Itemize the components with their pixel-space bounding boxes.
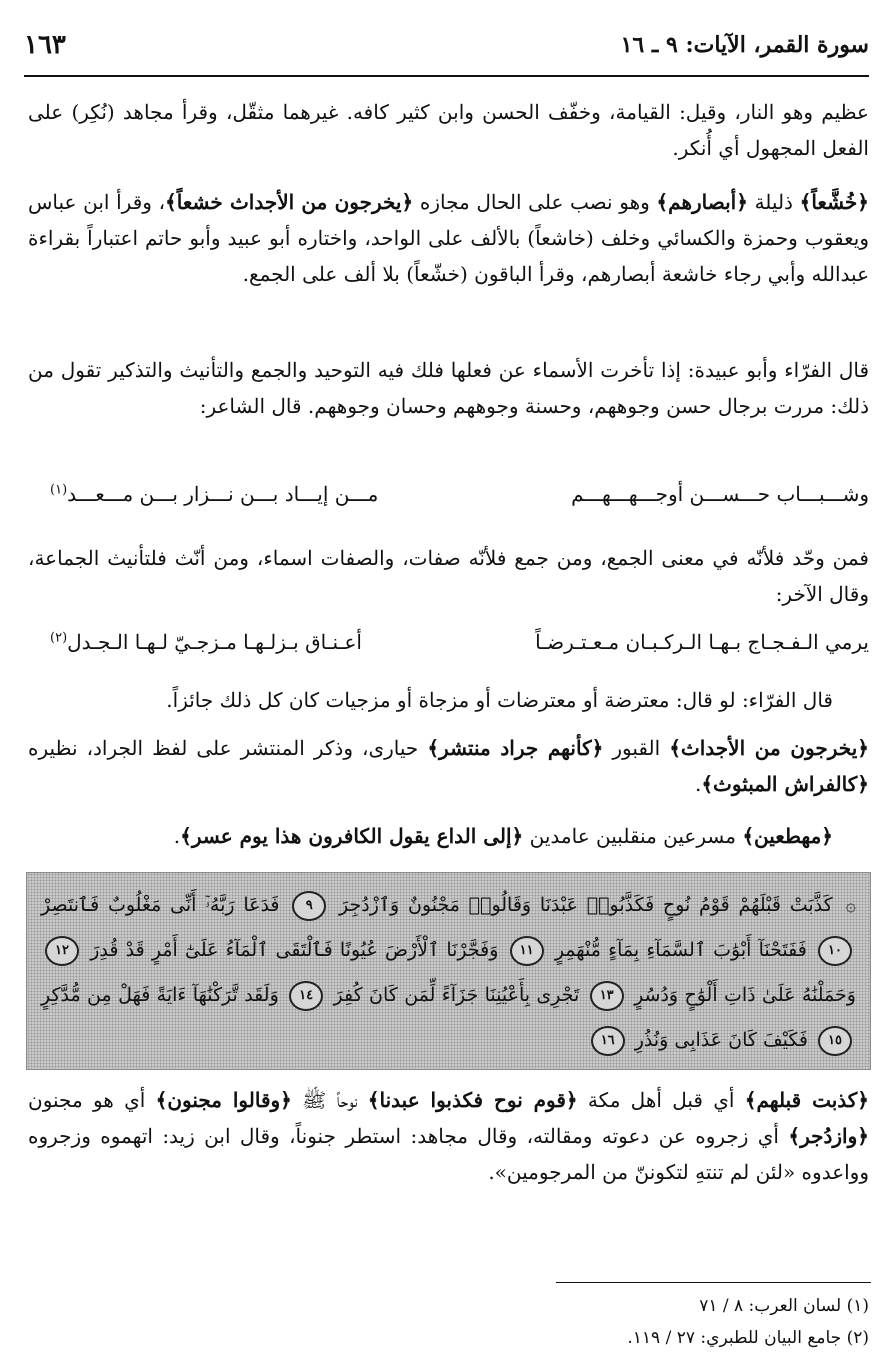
quran-quote: ﴿إلى الداع يقول الكافرون هذا يوم عسر﴾ [180,824,524,848]
paragraph-3 [28,352,869,424]
commentary-text: أي قبل أهل مكة [577,1088,745,1112]
quran-quote: ﴿مهطعين﴾ [742,824,833,848]
poem-verse-1 [50,482,869,518]
quran-quote: ﴿قوم نوح فكذبوا عبدنا﴾ [367,1088,578,1112]
commentary-text: حيارى، وذكر المنتشر على لفظ الجراد، نظيره [28,736,428,760]
commentary-text: ، وقرأ ابن عباس ويعقوب وحمزة والكسائي وخلف (خاشعاً) بالألف على الواحد، واختاره أبو عبيد وأبو حاتم اعتباراً بقراءة عبدالله وأبي رجاء خاشعة أبصارهم، وقرأ الباقون (خشّعاً) بلا ألف على الجمع. [28,190,869,286]
quran-quote: ﴿كأنهم جراد منتشر﴾ [427,736,604,760]
footnote-marker: (٢) [50,630,68,646]
paragraph-3-text: قال الفرّاء وأبو عبيدة: إذا تأخرت الأسماء عن فعلها فلك فيه التوحيد والجمع والتأنيث والتذكير تقول من ذلك: مررت برجال حسن وجوههم، وحسنة وجوههم وحسان وجوههم. قال الشاعر: [28,358,869,418]
quran-quote: ﴿كذبت قبلهم﴾ [744,1088,870,1112]
footnote-marker: (١) [50,482,68,498]
quran-quote: ﴿يخرجون من الأجداث﴾ [669,736,869,760]
poem-2-second-hemistich-text: أعـنـاق بـزلـهـا مـزجـيّ لـهـا الـجـدل [67,630,362,654]
commentary-text: . [173,824,181,848]
footnotes [28,1290,869,1354]
quran-quote: ﴿وازدُجر﴾ [788,1124,869,1148]
paragraph-7 [28,818,833,854]
footnote-1: (١) لسان العرب: ٨ / ٧١ [699,1296,869,1316]
ayah-number-11: ١١ [510,936,544,966]
paragraph-2 [28,184,869,292]
poem-1-second-hemistich [50,482,378,506]
rub-el-hizb-icon: ۞ [845,895,856,916]
poem-1-second-hemistich-text: مـــن إيـــاد بـــن نـــزار بـــن مـــعـــد [67,482,379,506]
footnote-2: (٢) جامع البيان للطبري: ٢٧ / ١١٩. [627,1328,869,1348]
poem-1-first-hemistich: وشـــبـــاب حـــســـن أوجـــهـــهـــم [571,482,869,506]
footnote-separator [556,1282,871,1283]
commentary-text: ذليلة [747,190,800,214]
quran-quote: ﴿كالفراش المبثوث﴾ [701,772,869,796]
ayah-14: تَجْرِى بِأَعْيُنِنَا جَزَآءً لِّمَن كَانَ كُفِرَ [333,984,580,1006]
ayah-9: كَذَّبَتْ قَبْلَهُمْ قَوْمُ نُوحٍ فَكَذَّبُوا۟ عَبْدَنَا وَقَالُوا۟ مَجْنُونٌ وَٱزْدُجِرَ [339,894,833,916]
paragraph-5 [28,682,833,718]
ayah-13: وَحَمَلْنَٰهُ عَلَىٰ ذَاتِ أَلْوَٰحٍ وَدُسُرٍ [634,984,856,1006]
commentary-text: وهو نصب على الحال مجازه [413,190,657,214]
commentary-text: . [694,772,702,796]
quran-quote: ﴿أبصارهم﴾ [656,190,748,214]
header-rule [24,75,869,77]
ayah-number-10: ١٠ [818,936,852,966]
ayah-number-14: ١٤ [289,981,323,1011]
poem-2-first-hemistich: يرمي الـفـجـاج بـهـا الـركـبـان مـعـتـرضـاً [535,630,869,654]
commentary-text: أي هو مجنون [28,1088,156,1112]
quran-quote: ﴿خُشَّعاً﴾ [799,190,869,214]
running-title: سورة القمر، الآيات: ٩ ـ ١٦ [620,32,869,58]
paragraph-4-text: فمن وحّد فلأنّه في معنى الجمع، ومن جمع فلأنّه صفات، والصفات اسماء، ومن أنّث فلتأنيث الجماعة، وقال الآخر: [28,546,869,606]
commentary-text: أي زجروه عن دعوته ومقالته، وقال مجاهد: استطر جنوناً، وقال ابن زيد: اتهموه وزجروه وواعدوه «لئن لم تنتهِ لتكوننّ من المرجومين». [28,1124,869,1184]
ayah-15: وَلَقَد تَّرَكْنَٰهَآ ءَايَةً فَهَلْ مِن مُّدَّكِرٍ [41,984,279,1006]
paragraph-8 [28,1082,869,1190]
paragraph-1-text: عظيم وهو النار، وقيل: القيامة، وخفّف الحسن وابن كثير كافه. غيرهما مثقّل، وقرأ مجاهد (نُكِر) على الفعل المجهول أي أُنكر. [28,100,869,160]
quran-verses-box [26,872,871,1070]
paragraph-8-text [28,1082,869,1190]
paragraph-2-text [28,184,869,292]
paragraph-4 [28,540,869,612]
paragraph-6-text [28,730,869,802]
page-header [24,30,869,66]
commentary-text: نوحاً ﷺ [291,1088,368,1112]
ayah-number-12: ١٢ [45,936,79,966]
ayah-number-9: ٩ [292,891,326,921]
quran-quote: ﴿وقالوا مجنون﴾ [155,1088,292,1112]
ayah-number-13: ١٣ [590,981,624,1011]
paragraph-7-text [28,818,833,854]
quran-verses-text [41,883,856,1063]
ayah-12: وَفَجَّرْنَا ٱلْأَرْضَ عُيُونًا فَٱلْتَقَى ٱلْمَآءُ عَلَىٰٓ أَمْرٍ قَدْ قُدِرَ [90,939,499,961]
poem-verse-2 [50,630,869,666]
ayah-number-15: ١٥ [818,1026,852,1056]
commentary-text: القبور [603,736,670,760]
paragraph-6 [28,730,869,802]
paragraph-5-text: قال الفرّاء: لو قال: معترضة أو معترضات أو مزجاة أو مزجيات كان كل ذلك جائزاً. [166,688,833,712]
ayah-10: فَدَعَا رَبَّهُۥٓ أَنِّى مَغْلُوبٌ فَٱنتَصِرْ [41,894,280,916]
ayah-number-16: ١٦ [591,1026,625,1056]
quran-quote: ﴿يخرجون من الأجداث خشعاً﴾ [165,190,414,214]
commentary-text: مسرعين منقلبين عامدين [523,824,743,848]
ayah-16: فَكَيْفَ كَانَ عَذَابِى وَنُذُرِ [634,1029,808,1051]
ayah-11: فَفَتَحْنَآ أَبْوَٰبَ ٱلسَّمَآءِ بِمَآءٍ مُّنْهَمِرٍ [554,939,807,961]
page-number: ١٦٣ [24,30,66,60]
poem-2-second-hemistich [50,630,362,654]
paragraph-1 [28,94,869,166]
